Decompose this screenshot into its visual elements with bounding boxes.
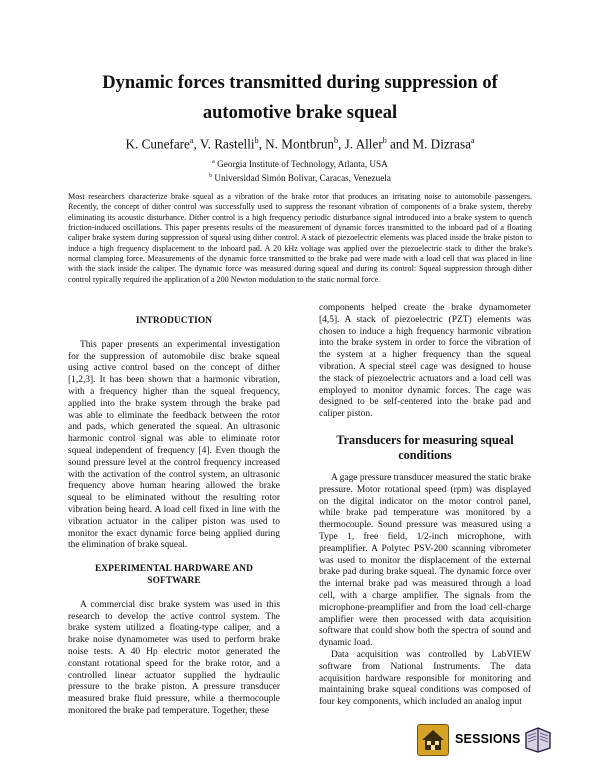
author-name: V. Rastelli: [199, 136, 255, 152]
hardware-paragraph: A commercial disc brake system was used in this research to develop the active control system. The brake system utilized a floating-type caliper, and a brake noise dynamometer was used to perform brake noise tests. A 40 Hp electric motor generated the constant rotational speed for the brake rotor, and a controlled linear actuator supplied the hydraulic pressure to the brake piston. A pressure transducer measured brake fluid pressure, while a thermocouple monitored the brake pad temperature. Together, these: [68, 599, 280, 716]
affiliation-text: Universidad Simón Bolívar, Caracas, Venezuela: [214, 173, 391, 184]
home-button[interactable]: [417, 724, 449, 756]
affiliation-a: [0, 156, 600, 170]
author-list: [0, 133, 600, 152]
author-separator: ,: [338, 136, 345, 152]
author-separator: ,: [258, 136, 266, 152]
affiliation-b: [0, 170, 600, 184]
abstract: Most researchers characterize brake squeal as a vibration of the brake rotor that produces an irritating noise to automobile passengers. Recently, the concept of dither control was successfully used to suppress the resonant vibration of components of a brake system, thereby eliminating its acoustic disturbance. Dither control is a high frequency periodic disturbance signal introduced into a brake system to quench friction-induced oscillations. This paper presents results of the measurement of dynamic forces transmitted to the inboard pad of a floating caliper brake system during suppression of squeal using dither control. A stack of piezoelectric elements was placed inside the brake piston to induce a high frequency displacement to the inboard pad. A 20 kHz voltage was applied over the piezoelectric stack to dither the brake's normal clamping force. Measurements of the dynamic force transmitted to the brake pad were made with a load cell that was placed in line with the stack inside the caliper. The dynamic force was measured during squeal and during its control: Squeal suppression through dither control typically required the application of a 200 Newton modulation to the static normal force.: [68, 192, 532, 284]
title-line-2: automotive brake squeal: [202, 103, 398, 123]
author-separator: and: [386, 136, 413, 152]
author-separator: ,: [193, 136, 200, 152]
introduction-heading: INTRODUCTION: [135, 316, 213, 326]
hardware-heading-line-1: EXPERIMENTAL HARDWARE AND: [94, 564, 254, 575]
affiliation-mark: b: [209, 173, 213, 180]
author-name: M. Dizrasa: [412, 136, 471, 152]
transducers-heading: [319, 433, 531, 463]
navigation-bar: [417, 724, 552, 762]
affiliations: [0, 156, 600, 184]
sessions-link[interactable]: SESSIONS: [455, 732, 521, 746]
sessions-book-icon: [523, 724, 553, 754]
paper-title: [0, 68, 600, 128]
affiliation-mark: a: [212, 159, 215, 165]
column-left: [68, 316, 280, 718]
title-line-1: Dynamic forces transmitted during suppression of: [102, 73, 498, 93]
transducers-paragraph-2: Data acquisition was controlled by LabVIEW software from National Instruments. The data acquisition hardware responsible for monitoring and maintaining brake squeal conditions was composed of four key components, which included an analog input: [319, 649, 531, 708]
author-affil-mark: a: [470, 136, 475, 145]
introduction-paragraph: This paper presents an experimental investigation for the suppression of automobile disc brake squeal using active control based on the concept of dither [1,2,3]. It has been shown that a harmonic vibration, with a frequency higher than the squeal frequency, applied into the brake system through the brake pad was able to eliminate the feedback between the rotor and pads, which generated the squeal. An ultrasonic harmonic control signal was able to eliminate rotor squeal independent of frequency [4]. Even though the sound pressure level at the control frequency increased with the activation of the control system, an ultrasonic frequency above human hearing allowed the brake squeal to be eliminated without the resulting rotor vibration being heard. A load cell fixed in line with the vibration actuator in the caliper piston was used to monitor the exact dynamic force being applied during the elimination of brake squeal.: [68, 339, 280, 551]
hardware-heading-line-2: SOFTWARE: [147, 575, 201, 586]
author-name: J. Aller: [344, 136, 383, 152]
column-right: [319, 303, 531, 709]
affiliation-text: Georgia Institute of Technology, Atlanta, USA: [217, 159, 388, 170]
hardware-paragraph-continued: components helped create the brake dynamometer [4,5]. A stack of piezoelectric (PZT) elements was chosen to induce a high frequency harmonic vibration into the brake system in order to force the vibration of the system at a higher frequency than the squeal vibration. A special steel cage was designed to house the stack of piezoelectric actuators and a load cell was employed to monitor dynamic forces. The cage was designed to be self-centered into the brake pad and caliper piston.: [319, 303, 531, 420]
author-affil-mark: a: [189, 136, 194, 145]
author-affil-mark: b: [334, 136, 339, 145]
transducers-paragraph-1: A gage pressure transducer measured the static brake pressure. Motor rotational speed (rpm) was displayed on the digital indicator on the motor control panel, while brake pad temperature was monitored by a thermocouple. Sound pressure was measured using a Type 1, free field, 1/2-inch microphone, with preamplifier. A Polytec PSV-200 scanning vibrometer was used to monitor the displacement of the external brake pad during brake squeal. The dynamic force over the internal brake pad was measured through a load cell, with a charge amplifier. The signals from the microphone-preamplifier and from the load cell-charge amplifier were then processed with data acquisition software that could show both the spectra of sound and dynamic load.: [319, 472, 531, 649]
author-affil-mark: b: [382, 136, 387, 145]
author-affil-mark: b: [254, 136, 259, 145]
home-icon: [418, 725, 448, 755]
transducers-heading-line-1: Transducers for measuring squeal: [336, 432, 514, 447]
hardware-heading: [68, 564, 280, 588]
author-name: N. Montbrun: [265, 136, 335, 152]
sessions-button[interactable]: [523, 724, 553, 754]
transducers-heading-line-2: conditions: [398, 447, 452, 462]
author-name: K. Cunefare: [125, 136, 190, 152]
